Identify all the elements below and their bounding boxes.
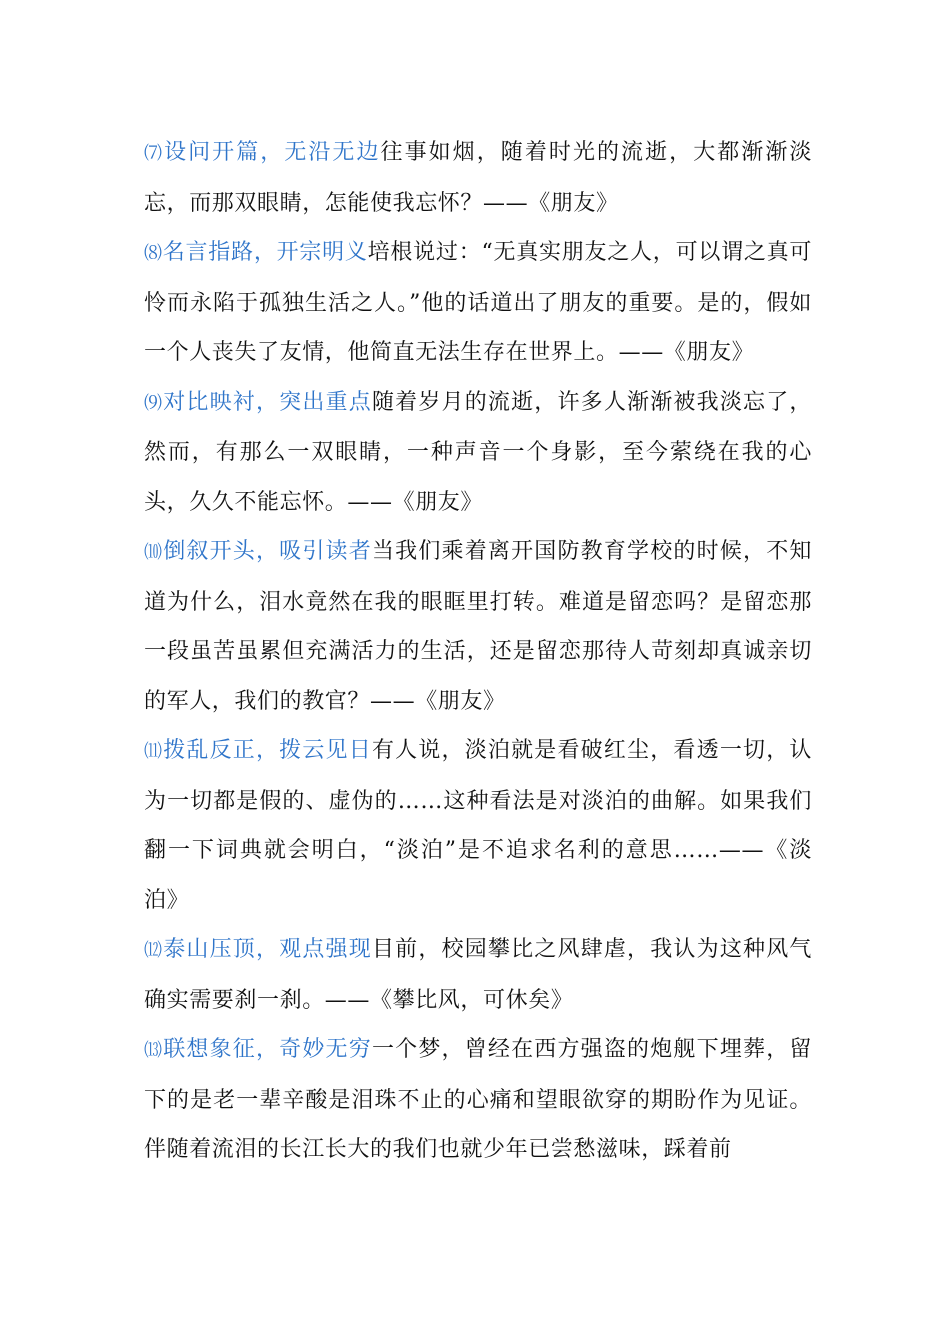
paragraph-heading: 泰山压顶，观点强现 bbox=[163, 937, 372, 962]
paragraph-text: 培根说过：“无真实朋友之人，可以谓之真可怜而永陷于孤独生活之人。”他的话道出了朋友的重要。是的，假如一个人丧失了友情，他简直无法生存在世界上。——《朋友》 bbox=[144, 240, 812, 365]
paragraph-text: 目前，校园攀比之风肆虐，我认为这种风气确实需要刹一刹。——《攀比风，可休矣》 bbox=[144, 937, 812, 1013]
paragraph-number: ⑽ bbox=[144, 542, 164, 563]
paragraph-11 bbox=[144, 726, 812, 925]
paragraph-number: ⑿ bbox=[144, 940, 164, 961]
paragraph-text: 随着岁月的流逝，许多人渐渐被我淡忘了，然而，有那么一双眼睛，一种声音一个身影，至今萦绕在我的心头，久久不能忘怀。——《朋友》 bbox=[144, 389, 812, 515]
paragraph-7 bbox=[144, 128, 812, 228]
paragraph-text: 有人说，淡泊就是看破红尘，看透一切，认为一切都是假的、虚伪的……这种看法是对淡泊的曲解。如果我们翻一下词典就会明白，“淡泊”是不追求名利的意思……——《淡泊》 bbox=[144, 738, 812, 913]
paragraph-number: ⑺ bbox=[144, 143, 165, 164]
paragraph-8 bbox=[144, 228, 812, 378]
paragraph-9 bbox=[144, 378, 812, 528]
paragraph-heading: 拨乱反正，拨云见日 bbox=[163, 738, 372, 763]
paragraph-heading: 名言指路，开宗明义 bbox=[162, 240, 368, 265]
paragraph-heading: 设问开篇，无沿无边 bbox=[164, 140, 381, 165]
paragraph-text: 一个梦，曾经在西方强盗的炮舰下埋葬，留下的是老一辈辛酸是泪珠不止的心痛和望眼欲穿的期盼作为见证。伴随着流泪的长江长大的我们也就少年已尝愁滋味，踩着前 bbox=[144, 1037, 812, 1162]
paragraph-10 bbox=[144, 527, 812, 726]
paragraph-text: 往事如烟，随着时光的流逝，大都渐渐淡忘，而那双眼睛，怎能使我忘怀？——《朋友》 bbox=[144, 140, 812, 216]
paragraph-12 bbox=[144, 925, 812, 1025]
paragraph-text: 当我们乘着离开国防教育学校的时候，不知道为什么，泪水竟然在我的眼眶里打转。难道是留恋吗？是留恋那一段虽苦虽累但充满活力的生活，还是留恋那待人苛刻却真诚亲切的军人，我们的教官？——《朋友》 bbox=[144, 539, 812, 714]
paragraph-number: ⑻ bbox=[144, 243, 163, 264]
paragraph-number: ⒀ bbox=[144, 1040, 164, 1061]
paragraph-number: ⑼ bbox=[144, 392, 164, 414]
paragraph-number: ⑾ bbox=[144, 741, 164, 762]
paragraph-heading: 倒叙开头，吸引读者 bbox=[163, 539, 372, 564]
document-body bbox=[144, 128, 812, 1175]
paragraph-heading: 对比映衬，突出重点 bbox=[163, 389, 372, 415]
paragraph-13 bbox=[144, 1025, 812, 1175]
paragraph-heading: 联想象征，奇妙无穷 bbox=[163, 1037, 372, 1062]
